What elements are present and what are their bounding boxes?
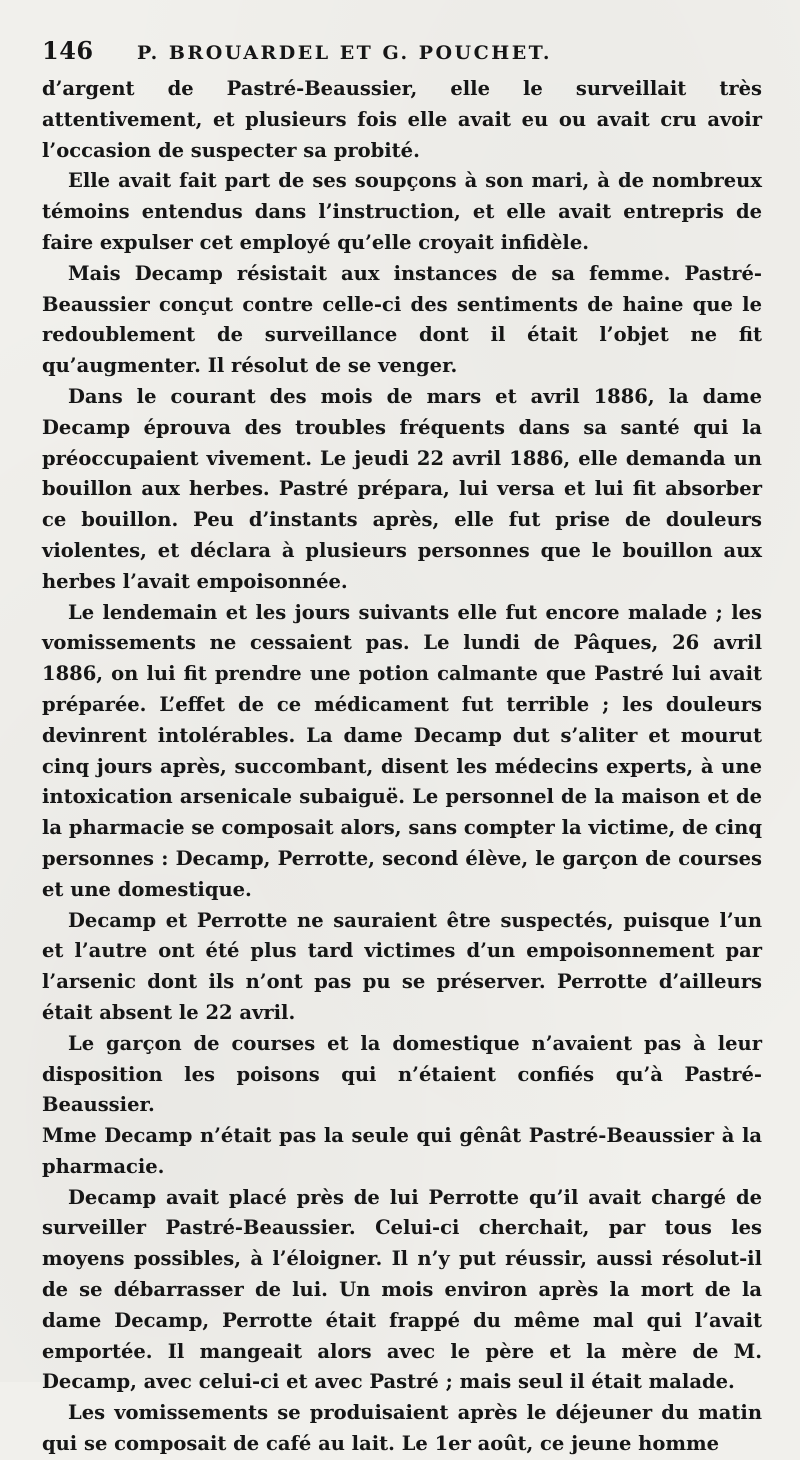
paragraph: Mais Decamp résistait aux instances de sa femme. Pastré-Beaussier conçut contre celle-ci des sentiments de haine que le redoublement de surveillance dont il était l’objet ne fit qu’augmenter. Il résolut de se venger.	[42, 261, 762, 378]
body-text	[42, 74, 762, 1460]
paragraph: Les vomissements se produisaient après le déjeuner du matin qui se composait de café au lait. Le 1er août, ce jeune homme	[42, 1401, 762, 1456]
paragraph: Le lendemain et les jours suivants elle fut encore malade ; les vomissements ne cessaient pas. Le lundi de Pâques, 26 avril 1886, on lui fit prendre une potion calmante que Pastré lui avait préparée. L’effet de ce médicament fut terrible ; les douleurs devinrent intolérables. La dame Decamp dut s’aliter et mourut cinq jours après, succombant, disent les médecins experts, à une intoxication arsenicale subaiguë. Le personnel de la maison et de la pharmacie se composait alors, sans compter la victime, de cinq personnes : Decamp, Perrotte, second élève, le garçon de courses et une domestique.	[42, 600, 762, 901]
paragraph: Le garçon de courses et la domestique n’avaient pas à leur disposition les poisons qui n’étaient confiés qu’à Pastré-Beaussier.	[42, 1031, 762, 1117]
page-header	[42, 36, 762, 74]
paragraph: Decamp avait placé près de lui Perrotte qu’il avait chargé de surveiller Pastré-Beaussier. Celui-ci cherchait, par tous les moyens possibles, à l’éloigner. Il n’y put réussir, aussi résolut-il de se débarrasser de lui. Un mois environ après la mort de la dame Decamp, Perrotte était frappé du même mal qui l’avait emportée. Il mangeait alors avec le père et la mère de M. Decamp, avec celui-ci et avec Pastré ; mais seul il était malade.	[42, 1185, 762, 1394]
paragraph: Mme Decamp n’était pas la seule qui gênât Pastré-Beaussier à la pharmacie.	[42, 1124, 762, 1178]
paragraph: d’argent de Pastré-Beaussier, elle le surveillait très attentivement, et plusieurs fois elle avait eu ou avait cru avoir l’occasion de suspecter sa probité.	[42, 77, 762, 162]
paragraph: Dans le courant des mois de mars et avril 1886, la dame Decamp éprouva des troubles fréquents dans sa santé qui la préoccupaient vivement. Le jeudi 22 avril 1886, elle demanda un bouillon aux herbes. Pastré prépara, lui versa et lui fit absorber ce bouillon. Peu d’instants après, elle fut prise de douleurs violentes, et déclara à plusieurs personnes que le bouillon aux herbes l’avait empoisonnée.	[42, 384, 762, 593]
paragraph: Elle avait fait part de ses soupçons à son mari, à de nombreux témoins entendus dans l’instruction, et elle avait entrepris de faire expulser cet employé qu’elle croyait infidèle.	[42, 169, 762, 254]
page-number: 146	[42, 36, 94, 65]
running-head: P. BROUARDEL ET G. POUCHET.	[136, 42, 552, 64]
paragraph: Decamp et Perrotte ne sauraient être suspectés, puisque l’un et l’autre ont été plus tard victimes d’un empoisonnement par l’arsenic dont ils n’ont pas pu se préserver. Perrotte d’ailleurs était absent le 22 avril.	[42, 908, 762, 1024]
